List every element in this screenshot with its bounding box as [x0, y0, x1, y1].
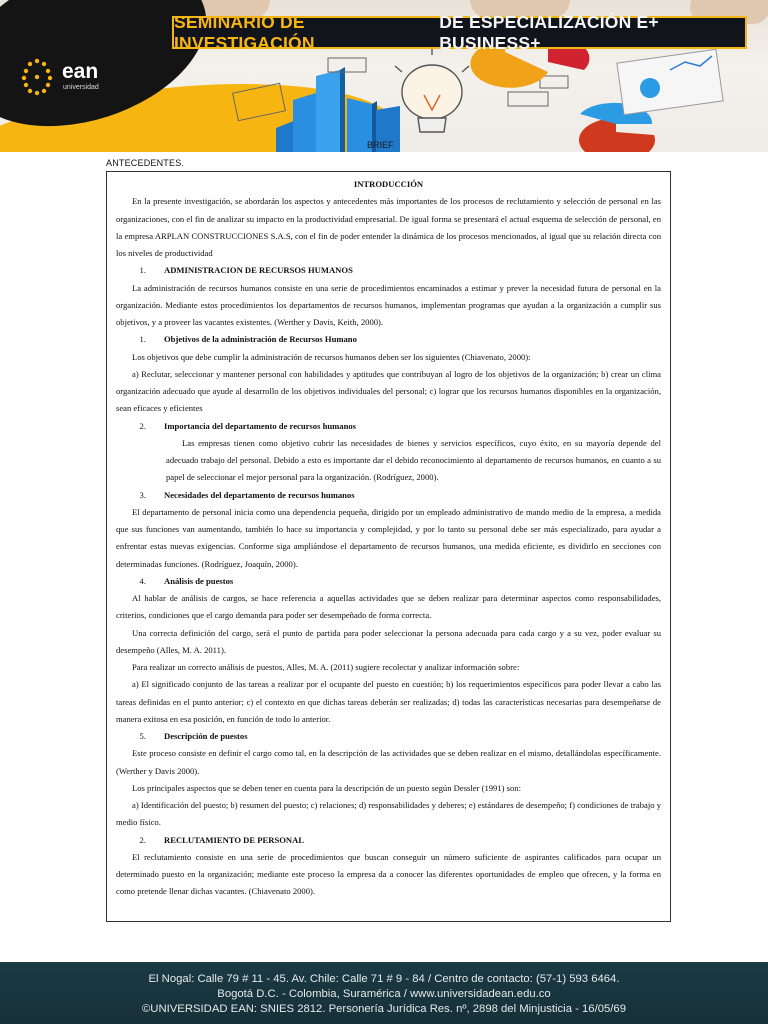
paragraph: a) Identificación del puesto; b) resumen del puesto; c) relaciones; d) responsabilidades y deberes; e) estándares de desempeño; f) condiciones de trabajo y medio físico. [116, 800, 661, 828]
section-heading [116, 573, 661, 590]
section-title: Necesidades del departamento de recursos humanos [164, 489, 355, 500]
paragraph: Las empresas tienen como objetivo cubrir las necesidades de bienes y servicios específicos, cuyo éxito, en su mayoría depende del adecuado trabajo del personal. Debido a esto es importante dar el debido reconocimiento al departamento de recursos humanos, en cuanto a su papel de seleccionar el mejor personal para la organización. (Rodríguez, 2000). [166, 437, 661, 483]
paragraph: a) Reclutar, seleccionar y mantener personal con habilidades y aptitudes que contribuyan al logro de los objetivos de la organización; b) crear un clima organización adecuado que ayude al desarrollo de los objetivos individuales del personal; c) lograr que los recursos humanos disponibles en la organización, sean eficaces y eficientes [116, 368, 661, 414]
section-title: Importancia del departamento de recursos humanos [164, 420, 357, 431]
header-banner [0, 0, 768, 152]
section-number: 4. [139, 575, 146, 586]
paragraph: Para realizar un correcto análisis de puestos, Alles, M. A. (2011) sugiere recolectar y analizar información sobre: [132, 662, 520, 672]
section-heading [116, 728, 661, 745]
title-part-2: DE ESPECIALIZACIÓN E+ BUSINESS+ [439, 11, 659, 53]
footer [0, 962, 768, 1024]
section-number: 2. [139, 834, 146, 845]
paragraph: Los principales aspectos que se deben tener en cuenta para la descripción de un puesto según Dessler (1991) son: [132, 782, 521, 793]
document-body [106, 171, 671, 922]
paragraph: El departamento de personal inicia como una dependencia pequeña, dirigido por un empleado administrativo de mando medio de la empresa, a medida que sus funciones van aumentando, también lo hace su importancia y complejidad, y por lo tanto su personal debe ser más especializado, para ayudar a enfrentar estas nuevas exigencias. Conforme siga ampliándose el departamento de recursos humanos, una medida eficiente, es dividirlo en secciones con determinadas funciones. (Rodríguez, Joaquín, 2000). [116, 506, 661, 569]
paragraph: La administración de recursos humanos consiste en una serie de procedimientos encaminados a estimar y prever la necesidad futura de personal en la organización. Mediante estos procedimientos los departamentos de recursos humanos, implementan programas que ayudan a la organización a cumplir sus objetivos, y a proveer las vacantes existentes. (Werther y Davis, Keith, 2000). [116, 282, 661, 327]
paragraph: El reclutamiento consiste en una serie de procedimientos que buscan conseguir un número suficiente de aspirantes calificados para ocupar un determinado puesto en la organización; mediante este proceso la empresa da a conocer las diferentes oportunidades de empleo que ofrecen, y la forma en como pretende llenar dichas vacantes. (Chiavenato 2000). [116, 851, 661, 897]
logo-subtitle: universidad [63, 84, 99, 91]
section-number: 2. [139, 420, 146, 431]
section-number: 1. [139, 334, 146, 345]
section-heading [116, 487, 661, 504]
tablet-graphic [617, 49, 723, 114]
intro-paragraph: En la presente investigación, se abordarán los aspectos y antecedentes más importantes de los procesos de reclutamiento y selección de personal en las organizaciones, con el fin de analizar su impacto en la productividad empresarial. De igual forma se presentará el actual esquema de selección de personal, en la empresa ARPLAN CONSTRUCCIONES S.A.S, con el fin de poder entender la dinámica de los procesos mencionados, al igual que su relación directa con los niveles de productividad [116, 196, 661, 258]
section-heading [116, 262, 661, 279]
doc-heading: INTRODUCCIÓN [353, 179, 424, 189]
section-heading [116, 418, 661, 435]
paragraph: Al hablar de análisis de cargos, se hace referencia a aquellas actividades que se deben realizar para determinar aspectos como responsabilidades, criterios, condiciones que el cargo demanda para poder ser desempeñado de forma correcta. [116, 593, 661, 621]
section-number: 3. [139, 489, 146, 500]
section-title: ADMINISTRACION DE RECURSOS HUMANOS [164, 265, 353, 276]
paragraph: Los objetivos que debe cumplir la administración de recursos humanos deben ser los siguientes (Chiavenato, 2000): [132, 351, 531, 362]
section-title: Análisis de puestos [164, 575, 234, 586]
section-number: 5. [139, 731, 146, 741]
lightbulb-icon [395, 47, 469, 132]
section-number: 1. [139, 265, 146, 276]
footer-address: El Nogal: Calle 79 # 11 - 45. Av. Chile: Calle 71 # 9 - 84 / Centro de contacto: (57-1) 593 6464. [148, 973, 620, 985]
logo-text: ean [62, 60, 99, 83]
paragraph: a) El significado conjunto de las tareas a realizar por el ocupante del puesto en cuestión; b) los requerimientos específicos para poder llevar a cabo las tareas definidas en el punto anterior; c) el contexto en que dichas tareas deberán ser realizadas; d) todas las características necesarias para desempeñarse de manera exitosa en esa posición, en función de todo lo anterior. [116, 679, 661, 724]
section-title: RECLUTAMIENTO DE PERSONAL [164, 834, 305, 845]
title-part-1: SEMINARIO DE INVESTIGACIÓN [174, 11, 315, 53]
footer-location: Bogotá D.C. - Colombia, Suramérica / www.universidadean.edu.co [217, 988, 551, 1000]
section-title: Descripción de puestos [164, 731, 248, 741]
paragraph: Este proceso consiste en definir el cargo como tal, en la descripción de las actividades que se deben realizar en el mismo, detallándolas específicamente. (Werther y Davis 2000). [116, 748, 661, 776]
section-heading [116, 832, 661, 849]
footer-legal: ©UNIVERSIDAD EAN: SNIES 2812. Personería Jurídica Res. nº, 2898 del Minjusticia - 16/05/69 [141, 1003, 626, 1015]
brief-label: BRIEF [367, 140, 394, 150]
section-heading [116, 331, 661, 348]
paragraph: Una correcta definición del cargo, será el punto de partida para poder seleccionar la persona adecuada para cada cargo y a su vez, poder evaluar su desempeño (Alles, M. A. 2011). [116, 627, 661, 655]
section-title: Objetivos de la administración de Recursos Humano [164, 334, 357, 345]
seminar-title-box [172, 11, 747, 53]
section-label: ANTECEDENTES. [106, 158, 185, 168]
